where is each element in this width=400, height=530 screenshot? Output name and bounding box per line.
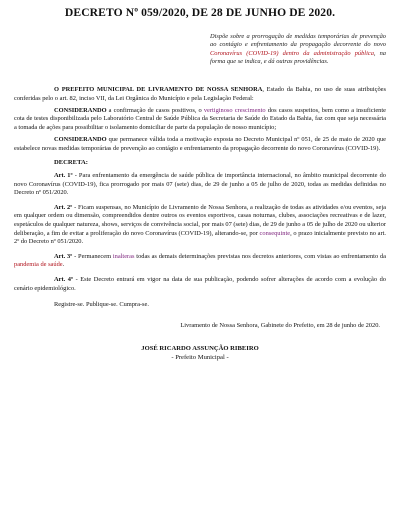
- mayor-heading: O PREFEITO MUNICIPAL DE LIVRAMENTO DE NOSSA SENHORA: [54, 86, 263, 94]
- summary-text: Dispõe sobre a prorrogação de medidas temporárias de prevenção ao contágio e enfrentamento da propagação decorrente do novo: [210, 33, 386, 49]
- article-3: [14, 253, 386, 270]
- article-highlight: inalteras: [112, 252, 135, 260]
- decreta-heading: DECRETA:: [54, 159, 88, 167]
- considerando-highlight: vertiginoso crescimento: [203, 107, 266, 114]
- article-label: Art. 4º: [54, 275, 74, 283]
- article-text-end: , o prazo inicialmente previsto no art. 2º do Decreto nº 051/2020.: [14, 229, 386, 246]
- article-label: Art. 1º: [54, 172, 73, 180]
- considerando-text: a confirmação de casos positivos, o: [106, 107, 204, 114]
- article-text: - Permanecem: [72, 252, 113, 260]
- considerando-text: que permanece válida toda a motivação exposta no Decreto Municipal nº 051, de 25 de maio de 2020 que estabelece novas medidas temporárias de prevenção ao contágio e enfrentamento da propagação decorrente do novo Coronavírus (COVID-19).: [14, 136, 386, 152]
- signature-block: [14, 345, 386, 361]
- article-label: Art. 3º: [54, 252, 73, 260]
- decree-summary: [210, 33, 386, 66]
- article-2: [14, 204, 386, 247]
- intro-text: , Estado da Bahia, no uso de suas atribuições conferidas pelo o art. 82, inciso VII, da Lei Orgânica do Município e pela Legislação Federal:: [14, 86, 387, 102]
- article-1: [14, 172, 386, 198]
- intro-paragraph: [14, 86, 386, 103]
- article-label: Art. 2º: [54, 203, 73, 211]
- considerando-label: CONSIDERANDO: [54, 136, 107, 144]
- article-text: - Ficam suspensas, no Município de Livramento de Nossa Senhora, a realização de todas as atividades e/ou eventos, seja em qualquer ordem ou dimensão, compreendidos dentre outros os eventos esportivos, casas noturnas, clubes, associações recreativas e de lazer, espetáculos de qualquer natureza, shows, serviços de convivência social, por mais 07 (sete) dias, de 29 de junho a 05 de julho de 2020 ou ulterior deliberação, a fim de evitar a proliferação do novo Coronavírus (COVID-19), alterando-se, por: [14, 203, 386, 237]
- article-highlight-2: pandemia de saúde: [14, 261, 63, 269]
- place-and-date: Livramento de Nossa Senhora, Gabinete do Prefeito, em 28 de junho de 2020.: [180, 322, 380, 330]
- article-highlight: consequinte: [259, 229, 291, 237]
- considerando-label: CONSIDERANDO: [54, 107, 107, 114]
- article-4: [14, 276, 386, 293]
- article-text-end: .: [62, 261, 65, 269]
- signatory-name: JOSÉ RICARDO ASSUNÇÃO RIBEIRO: [141, 345, 259, 353]
- summary-text-end: , na forma que se indica, e dá outras providências.: [210, 49, 386, 65]
- signatory-role: - Prefeito Municipal -: [171, 354, 229, 362]
- closing-formula: Registre-se. Publique-se. Cumpra-se.: [54, 301, 149, 309]
- summary-highlight: Coronavírus (COVID-19) dentro da administração pública: [210, 49, 374, 57]
- considerando-paragraph-1: [14, 107, 386, 132]
- article-text: - Para enfrentamento da emergência de saúde pública de importância internacional, no âmbito municipal decorrente do novo Coronavírus (COVID-19), fica prorrogado por mais 07 (sete) dias, de 29 de junho a 05 de julho de 2020, todas as medidas definidas no Decreto nº 051/2020.: [14, 172, 386, 197]
- article-text: - Este Decreto entrará em vigor na data de sua publicação, podendo sofrer alterações de acordo com a evolução do cenário epidemiológico.: [14, 275, 386, 292]
- considerando-text-end: dos casos suspeitos, bem como a insuficiente cota de testes disponibilizada pelo Laboratório Central de Saúde Pública da Secretaria de Saúde do Estado da Bahia, faz com que seja necessária a tomada de ações para possibilitar o isolamento domiciliar de parte da população de nosso município;: [14, 107, 386, 131]
- article-text-mid: todas as demais determinações previstas nos decretos anteriores, com vistas ao enfrentamento da: [134, 252, 386, 260]
- considerando-paragraph-2: [14, 136, 386, 153]
- decree-title: DECRETO Nº 059/2020, DE 28 DE JUNHO DE 2020.: [64, 6, 336, 19]
